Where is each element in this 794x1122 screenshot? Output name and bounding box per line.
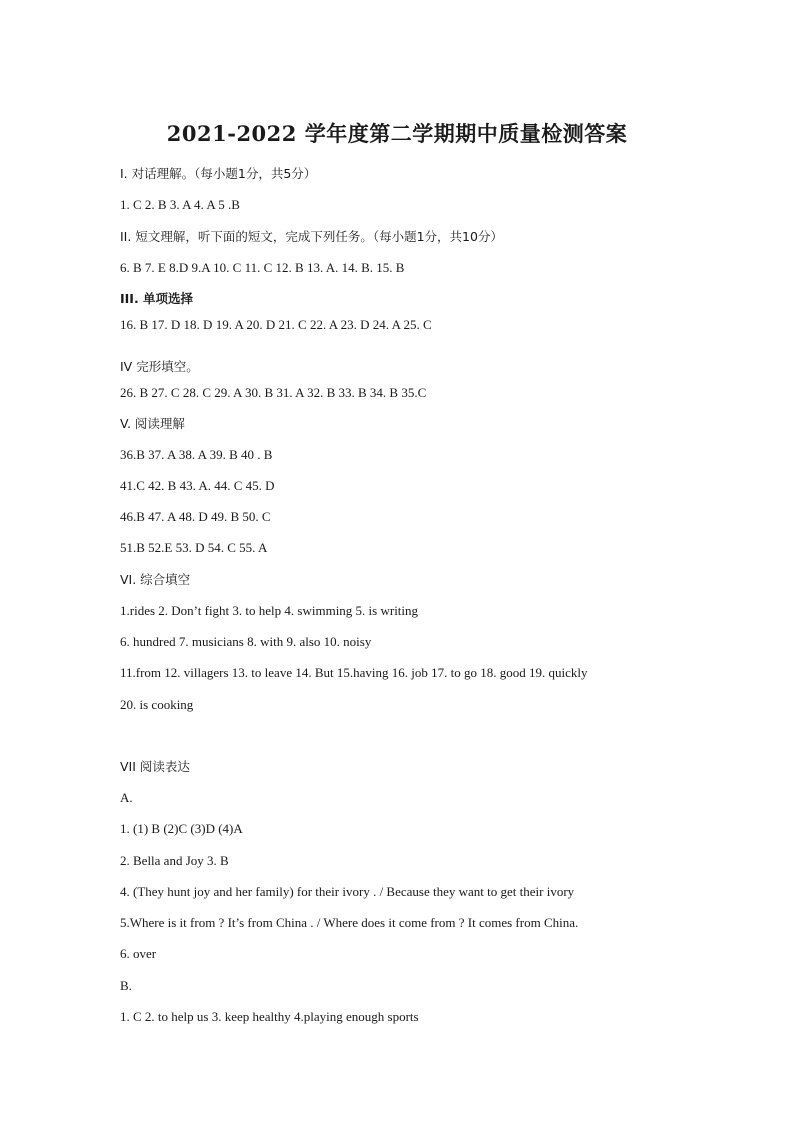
section-6-answers-row-3: 11.from 12. villagers 13. to leave 14. But 15.having 16. job 17. to go 18. good 19. quickly: [120, 665, 588, 680]
section-7-a-answer-5: 6. over: [120, 946, 157, 961]
section-3-heading: III. 单项选择: [120, 291, 194, 306]
section-4-answers: 26. B 27. C 28. C 29. A 30. B 31. A 32. B 33. B 34. B 35.C: [120, 385, 427, 400]
section-5-heading: V. 阅读理解: [120, 416, 185, 431]
section-7-b-answer-1: 1. C 2. to help us 3. keep healthy 4.playing enough sports: [120, 1009, 419, 1024]
section-7-a-answer-3: 4. (They hunt joy and her family) for their ivory . / Because they want to get their ivory: [120, 884, 575, 899]
section-7-heading: VII 阅读表达: [120, 759, 190, 774]
section-7-part-b-label: B.: [120, 978, 132, 993]
section-5-answers-row-3: 46.B 47. A 48. D 49. B 50. C: [120, 509, 271, 524]
section-1-heading: I. 对话理解。（每小题1分，共5分）: [120, 166, 317, 181]
section-7-a-answer-2: 2. Bella and Joy 3. B: [120, 853, 229, 868]
section-2-heading: II. 短文理解，听下面的短文，完成下列任务。（每小题1分，共10分）: [120, 229, 503, 244]
section-6-heading: VI. 综合填空: [120, 572, 191, 587]
section-6-answers-row-4: 20. is cooking: [120, 697, 194, 712]
section-4-heading: IV 完形填空。: [120, 359, 199, 374]
section-1-answers: 1. C 2. B 3. A 4. A 5 .B: [120, 197, 240, 212]
section-7-a-answer-4: 5.Where is it from ? It’s from China . / Where does it come from ? It comes from China.: [120, 915, 579, 930]
page-title: 2021-2022 学年度第二学期期中质量检测答案: [166, 121, 628, 146]
section-5-answers-row-4: 51.B 52.E 53. D 54. C 55. A: [120, 540, 268, 555]
section-5-answers-row-1: 36.B 37. A 38. A 39. B 40 . B: [120, 447, 273, 462]
section-6-answers-row-1: 1.rides 2. Don’t fight 3. to help 4. swimming 5. is writing: [120, 603, 419, 618]
section-5-answers-row-2: 41.C 42. B 43. A. 44. C 45. D: [120, 478, 275, 493]
section-3-answers: 16. B 17. D 18. D 19. A 20. D 21. C 22. A 23. D 24. A 25. C: [120, 317, 432, 332]
section-2-answers: 6. B 7. E 8.D 9.A 10. C 11. C 12. B 13. A. 14. B. 15. B: [120, 260, 405, 275]
section-7-a-answer-1: 1. (1) B (2)C (3)D (4)A: [120, 821, 243, 836]
section-6-answers-row-2: 6. hundred 7. musicians 8. with 9. also 10. noisy: [120, 634, 372, 649]
section-7-part-a-label: A.: [120, 790, 133, 805]
